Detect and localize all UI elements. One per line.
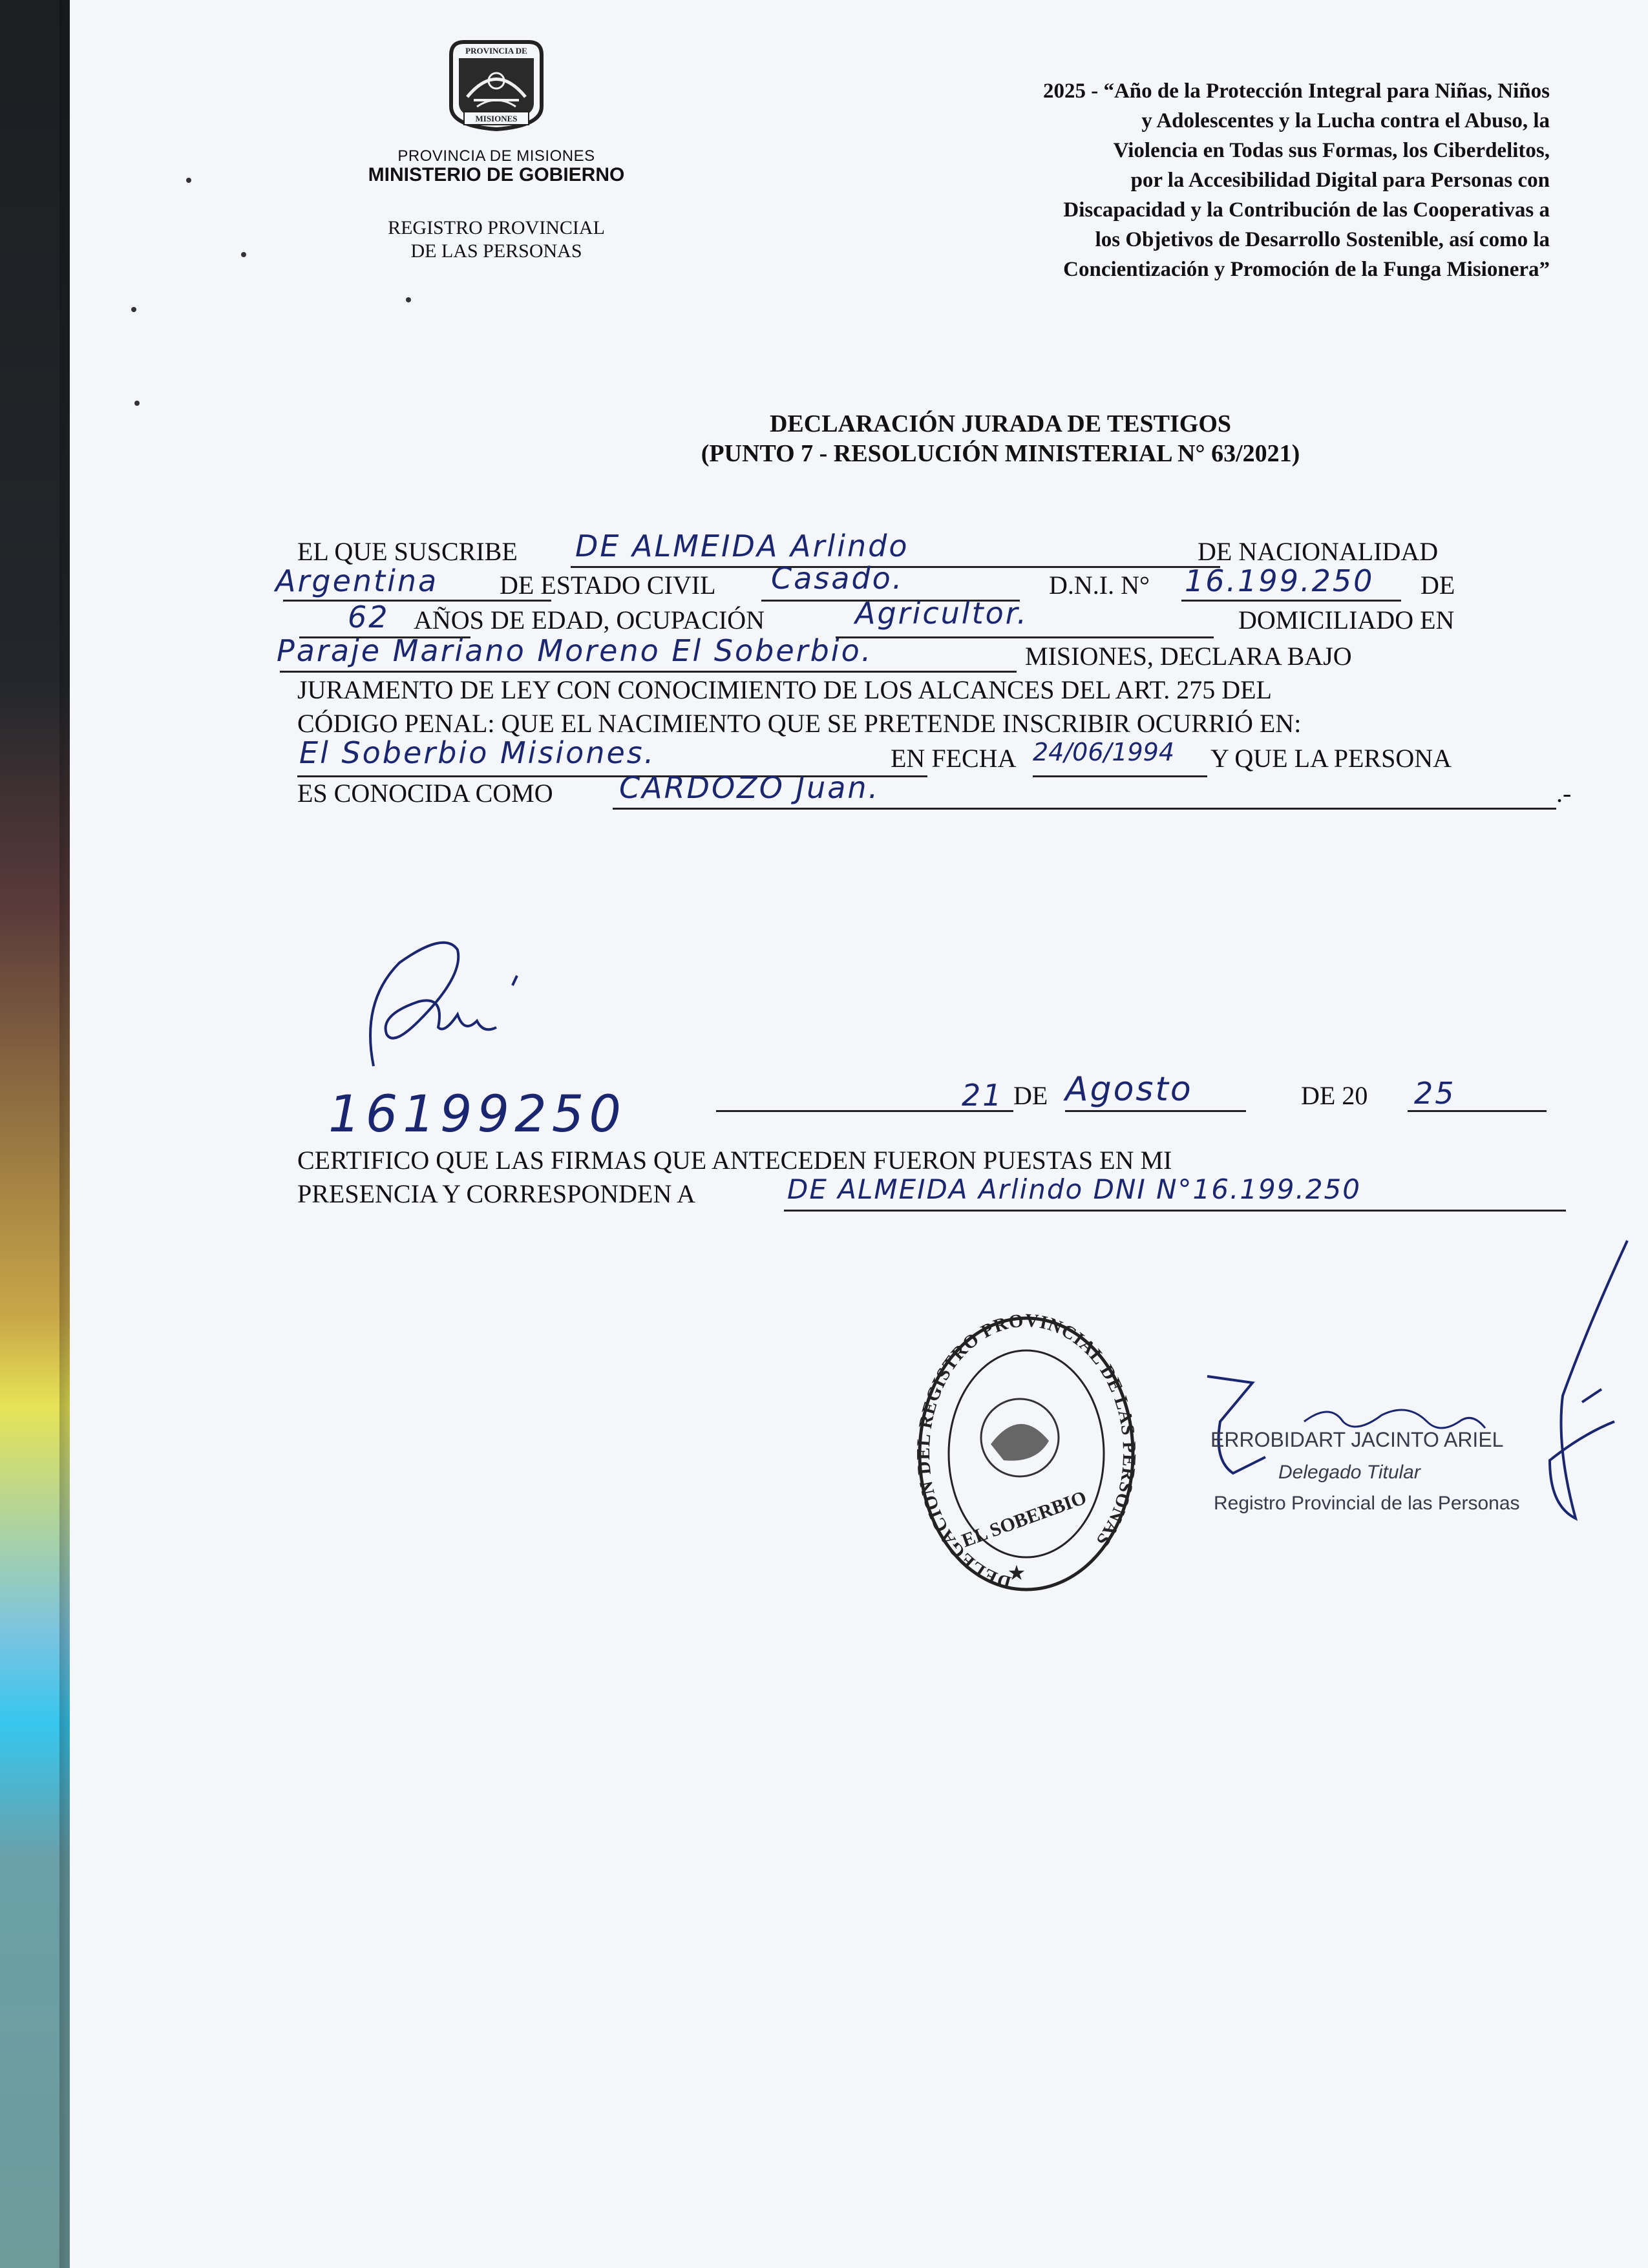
handwritten-occupation: Agricultor.	[855, 596, 1029, 631]
label-en-fecha: EN FECHA	[891, 744, 1017, 773]
registry-line-2: DE LAS PERSONAS	[410, 240, 582, 262]
handwritten-cert-name: DE ALMEIDA Arlindo DNI N°16.199.250	[787, 1173, 1361, 1205]
handwritten-address: Paraje Mariano Moreno El Soberbio.	[277, 633, 873, 668]
label-dni: D.N.I. N°	[1049, 571, 1150, 600]
province-emblem-icon	[445, 36, 548, 132]
handwritten-known-as: CARDOZO Juan.	[619, 770, 880, 805]
address-field-line	[280, 671, 1017, 673]
handwritten-dni: 16.199.250	[1185, 563, 1375, 598]
witness-signature	[348, 924, 580, 1079]
birth-date-field-line	[1033, 775, 1207, 777]
emblem-top-text: PROVINCIA DE	[465, 46, 527, 56]
emblem-bottom-text: MISIONES	[475, 114, 518, 123]
text-certifico: CERTIFICO QUE LAS FIRMAS QUE ANTECEDEN FUERON PUESTAS EN MI	[297, 1146, 1172, 1175]
motto-line: Concientización y Promoción de la Funga Misionera”	[1063, 258, 1550, 281]
scan-speck	[186, 178, 191, 183]
certifier-role: Delegado Titular	[1278, 1462, 1421, 1483]
label-corresponden: PRESENCIA Y CORRESPONDEN A	[297, 1179, 696, 1208]
year-motto	[768, 76, 1550, 284]
registry-label	[354, 216, 639, 263]
motto-line: Violencia en Todas sus Formas, los Ciberdelitos,	[1113, 139, 1550, 162]
label-conocida-como: ES CONOCIDA COMO	[297, 779, 553, 808]
label-que-la-persona: Y QUE LA PERSONA	[1210, 744, 1452, 773]
handwritten-nationality: Argentina	[275, 563, 439, 598]
handwritten-civil-state: Casado.	[771, 561, 904, 596]
dni-field-line	[1181, 600, 1401, 602]
handwritten-birth-date: 24/06/1994	[1033, 738, 1175, 766]
end-mark: .-	[1556, 779, 1572, 808]
handwritten-year: 25	[1414, 1076, 1456, 1111]
motto-line: Discapacidad y la Contribución de las Cooperativas a	[1063, 198, 1550, 222]
certifier-office: Registro Provincial de las Personas	[1214, 1493, 1520, 1514]
label-date-de: DE	[1013, 1081, 1048, 1110]
motto-line: por la Accesibilidad Digital para Personas con	[1130, 169, 1550, 192]
scan-speck	[406, 297, 411, 302]
handwritten-signature-number: 16199250	[328, 1086, 627, 1144]
label-edad-ocupacion: AÑOS DE EDAD, OCUPACIÓN	[414, 605, 765, 635]
handwritten-age: 62	[348, 600, 390, 635]
seal-outer-text: DELEGACION DEL REGISTRO PROVINCIAL DE LAS PERSONAS	[913, 1310, 1139, 1593]
label-domiciliado: DOMICILIADO EN	[1238, 605, 1455, 635]
seal-inner-text: EL SOBERBIO	[958, 1486, 1090, 1552]
label-suscribe: EL QUE SUSCRIBE	[297, 537, 518, 566]
text-codigo-penal: CÓDIGO PENAL: QUE EL NACIMIENTO QUE SE PRETENDE INSCRIBIR OCURRIÓ EN:	[297, 709, 1302, 738]
ministry-label: MINISTERIO DE GOBIERNO	[368, 164, 625, 185]
cert-name-field-line	[784, 1210, 1566, 1212]
handwritten-birth-place: El Soberbio Misiones.	[299, 735, 656, 770]
label-date-de-20: DE 20	[1301, 1081, 1368, 1110]
handwritten-name: DE ALMEIDA Arlindo	[575, 529, 909, 563]
label-nacionalidad: DE NACIONALIDAD	[1198, 537, 1439, 566]
scan-speck	[131, 307, 136, 312]
scan-speck	[134, 401, 140, 406]
certifier-name: ERROBIDART JACINTO ARIEL	[1210, 1428, 1504, 1451]
motto-line: y Adolescentes y la Lucha contra el Abuso, la	[1141, 109, 1550, 132]
title-line-2: (PUNTO 7 - RESOLUCIÓN MINISTERIAL N° 63/2021)	[701, 440, 1300, 467]
month-field-line	[1065, 1110, 1246, 1112]
motto-line: los Objetivos de Desarrollo Sostenible, así como la	[1095, 228, 1550, 251]
motto-line: 2025 - “Año de la Protección Integral para Niñas, Niños	[1042, 79, 1550, 103]
handwritten-day: 21	[962, 1078, 1004, 1113]
occupation-field-line	[836, 636, 1214, 638]
label-estado-civil: DE ESTADO CIVIL	[500, 571, 716, 600]
province-label: PROVINCIA DE MISIONES	[397, 147, 595, 165]
registry-line-1: REGISTRO PROVINCIAL	[388, 217, 605, 238]
label-misiones-declara: MISIONES, DECLARA BAJO	[1025, 642, 1352, 671]
star-icon: ★	[1007, 1561, 1026, 1584]
document-title	[419, 409, 1582, 468]
scan-speck	[241, 252, 246, 257]
title-line-1: DECLARACIÓN JURADA DE TESTIGOS	[769, 410, 1232, 437]
handwritten-month: Agosto	[1065, 1070, 1193, 1109]
label-de: DE	[1421, 571, 1455, 600]
registry-seal	[913, 1308, 1139, 1599]
text-juramento: JURAMENTO DE LEY CON CONOCIMIENTO DE LOS ALCANCES DEL ART. 275 DEL	[297, 675, 1272, 704]
document-page	[70, 0, 1648, 2268]
known-as-field-line	[613, 808, 1556, 810]
certifier-signature	[1136, 1228, 1647, 1531]
